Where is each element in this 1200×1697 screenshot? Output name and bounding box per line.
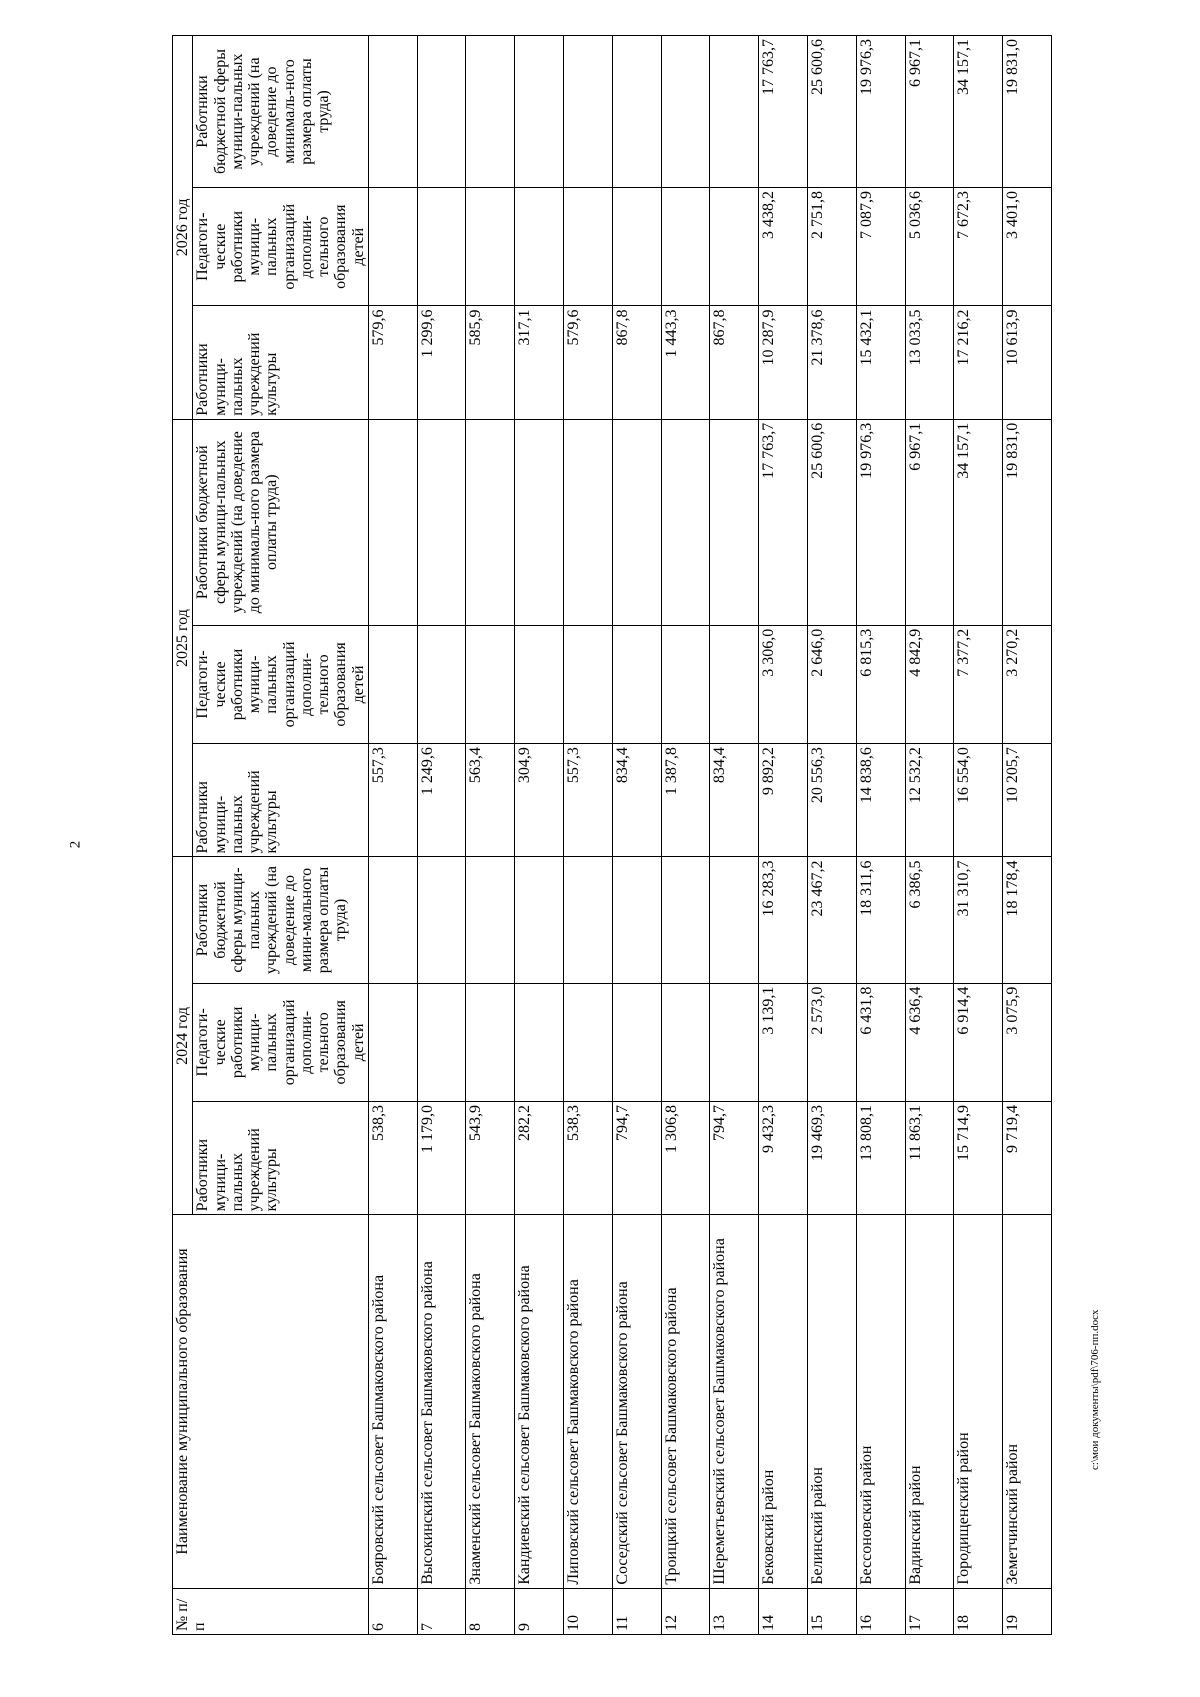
row-number: 14 bbox=[759, 1588, 808, 1634]
data-table bbox=[172, 35, 1052, 1635]
value-cell: 585,9 bbox=[466, 306, 515, 419]
value-cell: 13 033,5 bbox=[905, 306, 954, 419]
row-number: 15 bbox=[807, 1588, 856, 1634]
table-row bbox=[466, 36, 515, 1635]
value-cell: 17 763,7 bbox=[759, 36, 808, 188]
table-body bbox=[368, 36, 1051, 1635]
value-cell: 1 443,3 bbox=[661, 306, 710, 419]
value-cell: 282,2 bbox=[515, 1102, 564, 1215]
value-cell bbox=[661, 857, 710, 983]
municipality-name: Городищенский район bbox=[954, 1215, 1003, 1588]
value-cell bbox=[710, 36, 759, 188]
value-cell bbox=[564, 983, 613, 1101]
table-row bbox=[954, 36, 1003, 1635]
municipality-name: Бессоновский район bbox=[856, 1215, 905, 1588]
value-cell: 3 306,0 bbox=[759, 625, 808, 743]
value-cell: 6 914,4 bbox=[954, 983, 1003, 1101]
value-cell: 7 672,3 bbox=[954, 188, 1003, 306]
header-pedagog-2025: Педагоги-ческие работники муници-пальных организаций дополни-тельного образования детей bbox=[193, 625, 369, 743]
value-cell bbox=[515, 857, 564, 983]
value-cell: 1 387,8 bbox=[661, 744, 710, 857]
value-cell bbox=[661, 36, 710, 188]
footer-file-path: c:\мои документы\pdf\706-пп.docx bbox=[1089, 1309, 1101, 1470]
header-budget-2024: Работники бюджетной сферы муници-пальных учреждений (на доведение до мини-мального размера оплаты труда) bbox=[193, 857, 369, 983]
value-cell: 9 892,2 bbox=[759, 744, 808, 857]
header-pedagog-2026: Педагоги-ческие работники муници-пальных организаций дополни-тельного образования детей bbox=[193, 188, 369, 306]
value-cell bbox=[612, 857, 661, 983]
row-number: 13 bbox=[710, 1588, 759, 1634]
value-cell bbox=[612, 188, 661, 306]
value-cell: 6 431,8 bbox=[856, 983, 905, 1101]
header-culture-2026: Работники муници-пальных учреждений культуры bbox=[193, 306, 369, 419]
value-cell: 1 179,0 bbox=[417, 1102, 466, 1215]
table-row bbox=[515, 36, 564, 1635]
value-cell: 18 311,6 bbox=[856, 857, 905, 983]
value-cell: 23 467,2 bbox=[807, 857, 856, 983]
value-cell: 794,7 bbox=[612, 1102, 661, 1215]
header-year-2024: 2024 год bbox=[173, 857, 193, 1215]
value-cell: 2 646,0 bbox=[807, 625, 856, 743]
value-cell: 6 815,3 bbox=[856, 625, 905, 743]
value-cell: 3 270,2 bbox=[1003, 625, 1052, 743]
value-cell: 10 205,7 bbox=[1003, 744, 1052, 857]
municipality-name: Земетчинский район bbox=[1003, 1215, 1052, 1588]
value-cell: 19 469,3 bbox=[807, 1102, 856, 1215]
row-number: 17 bbox=[905, 1588, 954, 1634]
value-cell: 12 532,2 bbox=[905, 744, 954, 857]
value-cell bbox=[710, 188, 759, 306]
value-cell: 7 087,9 bbox=[856, 188, 905, 306]
value-cell bbox=[612, 36, 661, 188]
municipality-name: Высокинский сельсовет Башмаковского района bbox=[417, 1215, 466, 1588]
header-budget-2026: Работники бюджетной сферы муници-пальных учреждений (на доведение до минималь-ного размера оплаты труда) bbox=[193, 36, 369, 188]
value-cell bbox=[417, 625, 466, 743]
value-cell bbox=[612, 983, 661, 1101]
value-cell: 1 249,6 bbox=[417, 744, 466, 857]
value-cell bbox=[710, 625, 759, 743]
page-number: 2 bbox=[67, 840, 84, 849]
value-cell: 19 831,0 bbox=[1003, 36, 1052, 188]
value-cell bbox=[661, 625, 710, 743]
value-cell bbox=[466, 625, 515, 743]
table-row bbox=[564, 36, 613, 1635]
municipality-name: Шереметьевский сельсовет Башмаковского района bbox=[710, 1215, 759, 1588]
value-cell bbox=[612, 419, 661, 625]
value-cell bbox=[564, 419, 613, 625]
value-cell bbox=[417, 36, 466, 188]
value-cell bbox=[417, 188, 466, 306]
value-cell: 834,4 bbox=[710, 744, 759, 857]
value-cell: 557,3 bbox=[564, 744, 613, 857]
value-cell: 34 157,1 bbox=[954, 419, 1003, 625]
value-cell bbox=[515, 419, 564, 625]
value-cell: 867,8 bbox=[710, 306, 759, 419]
value-cell: 6 967,1 bbox=[905, 36, 954, 188]
header-num: № п/п bbox=[173, 1588, 369, 1634]
value-cell: 1 306,8 bbox=[661, 1102, 710, 1215]
value-cell bbox=[368, 857, 417, 983]
value-cell: 16 554,0 bbox=[954, 744, 1003, 857]
value-cell: 3 075,9 bbox=[1003, 983, 1052, 1101]
value-cell bbox=[564, 857, 613, 983]
value-cell bbox=[466, 188, 515, 306]
header-row-years bbox=[173, 36, 193, 1635]
value-cell bbox=[368, 188, 417, 306]
value-cell: 579,6 bbox=[368, 306, 417, 419]
table-row bbox=[417, 36, 466, 1635]
value-cell bbox=[368, 625, 417, 743]
header-year-2025: 2025 год bbox=[173, 419, 193, 857]
value-cell: 9 719,4 bbox=[1003, 1102, 1052, 1215]
value-cell bbox=[466, 36, 515, 188]
value-cell: 538,3 bbox=[564, 1102, 613, 1215]
header-name: Наименование муниципального образования bbox=[173, 1215, 369, 1588]
municipality-name: Липовский сельсовет Башмаковского района bbox=[564, 1215, 613, 1588]
row-number: 12 bbox=[661, 1588, 710, 1634]
header-year-2026: 2026 год bbox=[173, 36, 193, 420]
value-cell bbox=[515, 625, 564, 743]
value-cell: 2 751,8 bbox=[807, 188, 856, 306]
value-cell bbox=[417, 419, 466, 625]
value-cell: 317,1 bbox=[515, 306, 564, 419]
row-number: 7 bbox=[417, 1588, 466, 1634]
value-cell: 15 432,1 bbox=[856, 306, 905, 419]
value-cell bbox=[515, 983, 564, 1101]
table-row bbox=[905, 36, 954, 1635]
table-row bbox=[661, 36, 710, 1635]
value-cell bbox=[466, 419, 515, 625]
municipality-name: Бояровский сельсовет Башмаковского района bbox=[368, 1215, 417, 1588]
value-cell: 13 808,1 bbox=[856, 1102, 905, 1215]
value-cell: 9 432,3 bbox=[759, 1102, 808, 1215]
value-cell: 867,8 bbox=[612, 306, 661, 419]
value-cell bbox=[661, 188, 710, 306]
value-cell bbox=[710, 419, 759, 625]
value-cell: 6 386,5 bbox=[905, 857, 954, 983]
header-budget-2025: Работники бюджетной сферы муници-пальных учреждений (на доведение до минималь-ного размера оплаты труда) bbox=[193, 419, 369, 625]
value-cell: 7 377,2 bbox=[954, 625, 1003, 743]
municipality-name: Знаменский сельсовет Башмаковского района bbox=[466, 1215, 515, 1588]
value-cell: 3 139,1 bbox=[759, 983, 808, 1101]
municipality-name: Белинский район bbox=[807, 1215, 856, 1588]
table-container bbox=[172, 35, 1052, 1635]
value-cell bbox=[564, 188, 613, 306]
value-cell bbox=[466, 857, 515, 983]
value-cell bbox=[417, 983, 466, 1101]
value-cell: 17 763,7 bbox=[759, 419, 808, 625]
value-cell: 794,7 bbox=[710, 1102, 759, 1215]
value-cell bbox=[710, 983, 759, 1101]
value-cell: 557,3 bbox=[368, 744, 417, 857]
value-cell: 563,4 bbox=[466, 744, 515, 857]
row-number: 10 bbox=[564, 1588, 613, 1634]
value-cell: 2 573,0 bbox=[807, 983, 856, 1101]
header-pedagog-2024: Педагоги-ческие работники муници-пальных организаций дополни-тельного образования детей bbox=[193, 983, 369, 1101]
value-cell: 25 600,6 bbox=[807, 36, 856, 188]
value-cell bbox=[564, 625, 613, 743]
value-cell bbox=[564, 36, 613, 188]
row-number: 16 bbox=[856, 1588, 905, 1634]
value-cell: 34 157,1 bbox=[954, 36, 1003, 188]
value-cell: 10 287,9 bbox=[759, 306, 808, 419]
value-cell bbox=[368, 983, 417, 1101]
value-cell: 538,3 bbox=[368, 1102, 417, 1215]
table-row bbox=[368, 36, 417, 1635]
value-cell: 5 036,6 bbox=[905, 188, 954, 306]
table-row bbox=[759, 36, 808, 1635]
table-row bbox=[1003, 36, 1052, 1635]
value-cell: 15 714,9 bbox=[954, 1102, 1003, 1215]
value-cell: 10 613,9 bbox=[1003, 306, 1052, 419]
value-cell: 14 838,6 bbox=[856, 744, 905, 857]
value-cell: 3 438,2 bbox=[759, 188, 808, 306]
value-cell: 4 842,9 bbox=[905, 625, 954, 743]
table-row bbox=[807, 36, 856, 1635]
value-cell bbox=[368, 419, 417, 625]
value-cell: 6 967,1 bbox=[905, 419, 954, 625]
header-culture-2025: Работники муници-пальных учреждений культуры bbox=[193, 744, 369, 857]
row-number: 9 bbox=[515, 1588, 564, 1634]
value-cell: 18 178,4 bbox=[1003, 857, 1052, 983]
row-number: 6 bbox=[368, 1588, 417, 1634]
value-cell: 31 310,7 bbox=[954, 857, 1003, 983]
value-cell bbox=[515, 188, 564, 306]
value-cell: 19 976,3 bbox=[856, 36, 905, 188]
value-cell: 579,6 bbox=[564, 306, 613, 419]
municipality-name: Соседский сельсовет Башмаковского района bbox=[612, 1215, 661, 1588]
municipality-name: Троицкий сельсовет Башмаковского района bbox=[661, 1215, 710, 1588]
value-cell: 25 600,6 bbox=[807, 419, 856, 625]
value-cell: 19 831,0 bbox=[1003, 419, 1052, 625]
municipality-name: Кандиевский сельсовет Башмаковского района bbox=[515, 1215, 564, 1588]
value-cell: 1 299,6 bbox=[417, 306, 466, 419]
value-cell: 19 976,3 bbox=[856, 419, 905, 625]
value-cell bbox=[368, 36, 417, 188]
table-row bbox=[710, 36, 759, 1635]
value-cell: 543,9 bbox=[466, 1102, 515, 1215]
value-cell: 11 863,1 bbox=[905, 1102, 954, 1215]
row-number: 19 bbox=[1003, 1588, 1052, 1634]
table-row bbox=[612, 36, 661, 1635]
value-cell: 21 378,6 bbox=[807, 306, 856, 419]
value-cell bbox=[612, 625, 661, 743]
value-cell bbox=[661, 419, 710, 625]
row-number: 11 bbox=[612, 1588, 661, 1634]
value-cell bbox=[417, 857, 466, 983]
value-cell: 17 216,2 bbox=[954, 306, 1003, 419]
value-cell bbox=[661, 983, 710, 1101]
municipality-name: Бековский район bbox=[759, 1215, 808, 1588]
value-cell bbox=[515, 36, 564, 188]
value-cell: 20 556,3 bbox=[807, 744, 856, 857]
value-cell bbox=[466, 983, 515, 1101]
row-number: 8 bbox=[466, 1588, 515, 1634]
value-cell: 3 401,0 bbox=[1003, 188, 1052, 306]
header-culture-2024: Работники муници-пальных учреждений культуры bbox=[193, 1102, 369, 1215]
value-cell: 16 283,3 bbox=[759, 857, 808, 983]
value-cell: 834,4 bbox=[612, 744, 661, 857]
value-cell: 4 636,4 bbox=[905, 983, 954, 1101]
row-number: 18 bbox=[954, 1588, 1003, 1634]
value-cell bbox=[710, 857, 759, 983]
table-row bbox=[856, 36, 905, 1635]
value-cell: 304,9 bbox=[515, 744, 564, 857]
municipality-name: Вадинский район bbox=[905, 1215, 954, 1588]
